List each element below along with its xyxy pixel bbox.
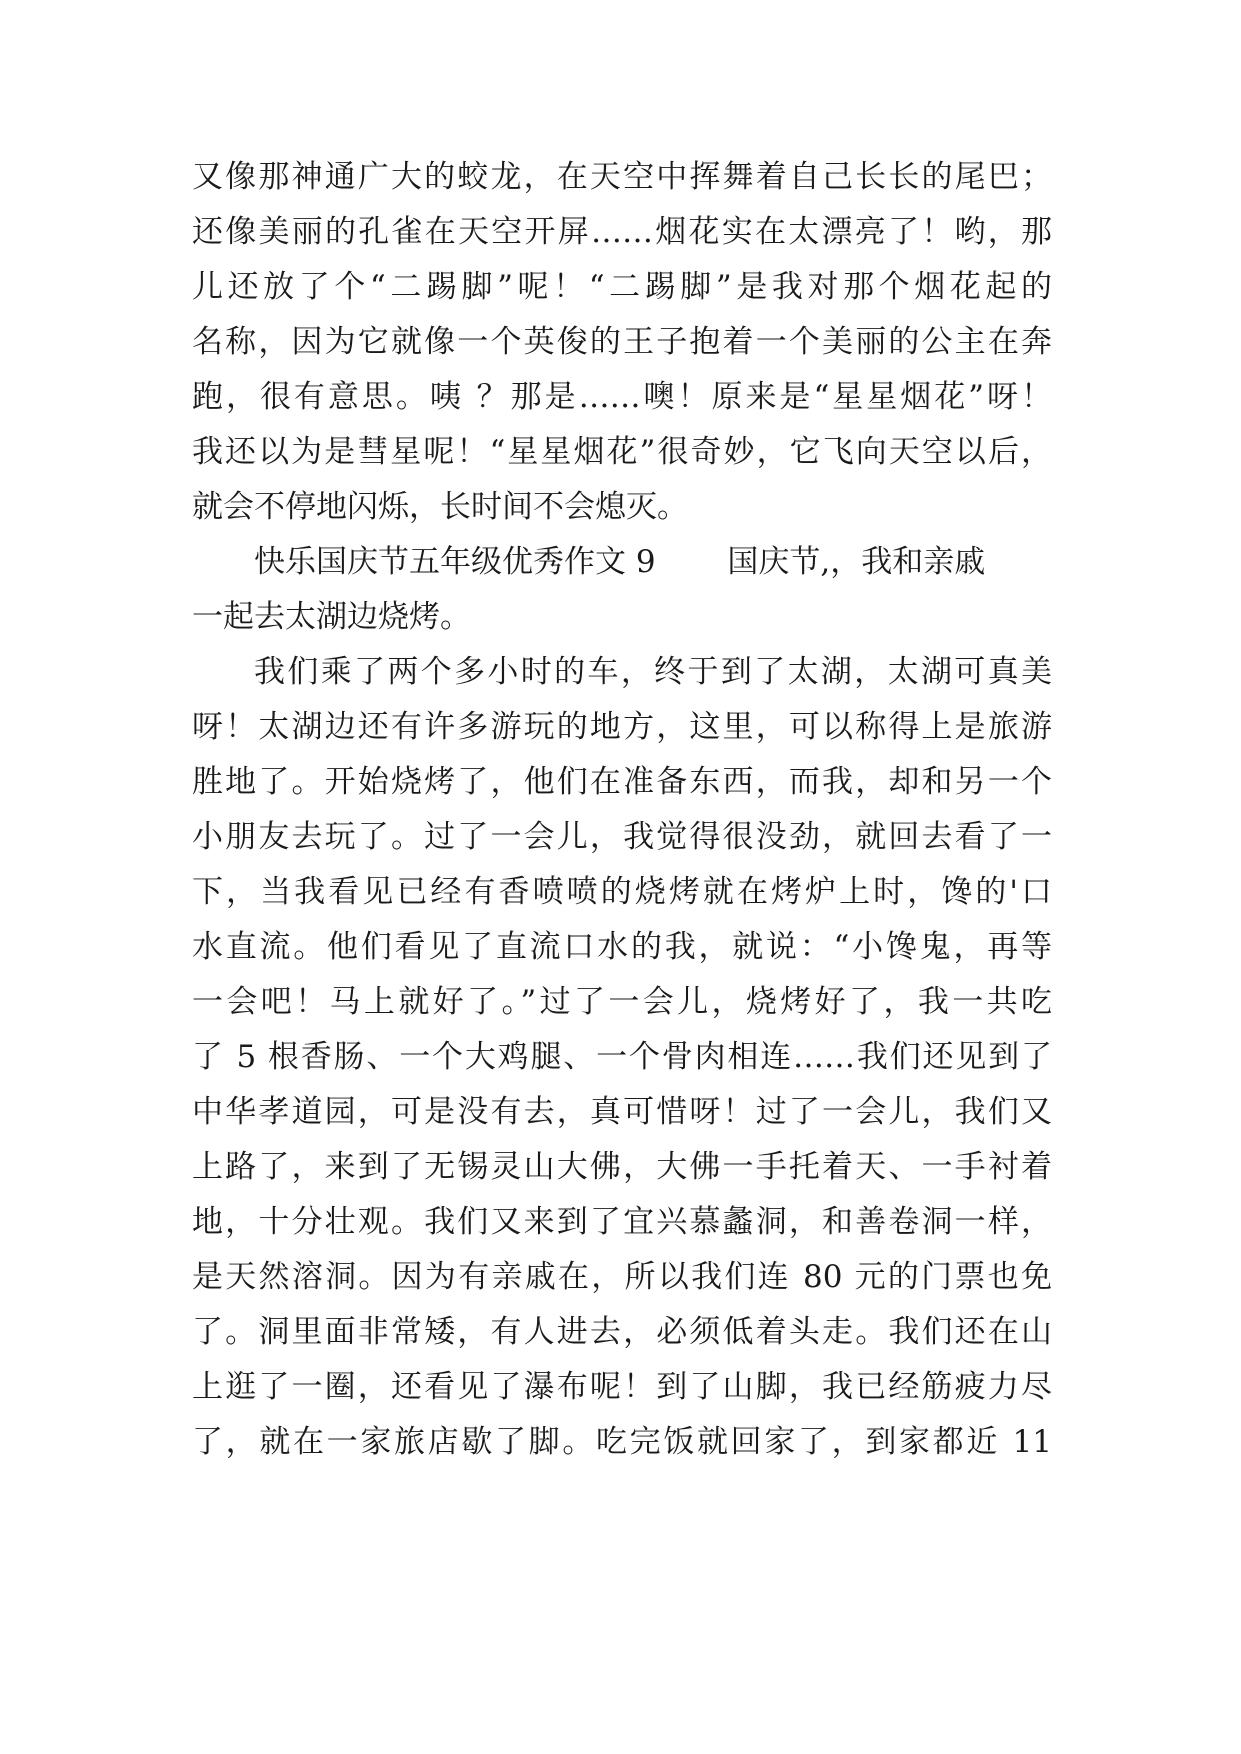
paragraph-fireworks <box>192 158 1052 543</box>
text-line: 胜地了。开始烧烤了，他们在准备东西，而我，却和另一个 <box>192 764 1052 800</box>
text-line: 是天然溶洞。因为有亲戚在，所以我们连 80 元的门票也免 <box>192 1259 1052 1295</box>
text-line: 小朋友去玩了。过了一会儿，我觉得很没劲，就回去看了一 <box>192 819 1052 855</box>
text-line: 呀！太湖边还有许多游玩的地方，这里，可以称得上是旅游 <box>192 709 1052 745</box>
paragraph-essay-heading <box>192 543 1052 653</box>
text-line: 上逛了一圈，还看见了瀑布呢！到了山脚，我已经筋疲力尽 <box>192 1369 1052 1405</box>
text-line: 中华孝道园，可是没有去，真可惜呀！过了一会儿，我们又 <box>192 1094 1052 1130</box>
text-line: 水直流。他们看见了直流口水的我，就说：“小馋鬼，再等 <box>192 929 1052 965</box>
text-line: 一会吧！马上就好了。”过了一会儿，烧烤好了，我一共吃 <box>192 984 1052 1020</box>
text-line: 名称，因为它就像一个英俊的王子抱着一个美丽的公主在奔 <box>192 324 1052 360</box>
text-line: 一起去太湖边烧烤。 <box>192 599 471 635</box>
text-line: 儿还放了个“二踢脚”呢！“二踢脚”是我对那个烟花起的 <box>192 269 1052 305</box>
text-line: 还像美丽的孔雀在天空开屏……烟花实在太漂亮了！哟，那 <box>192 214 1052 250</box>
text-line: 就会不停地闪烁，长时间不会熄灭。 <box>192 489 688 525</box>
text-line: 了。洞里面非常矮，有人进去，必须低着头走。我们还在山 <box>192 1314 1052 1350</box>
paragraph-taihu-trip <box>192 653 1052 1478</box>
text-line: 上路了，来到了无锡灵山大佛，大佛一手托着天、一手衬着 <box>192 1149 1052 1185</box>
essay-heading-line: 快乐国庆节五年级优秀作文 9 国庆节,，我和亲戚 <box>254 544 986 580</box>
text-line: 又像那神通广大的蛟龙，在天空中挥舞着自己长长的尾巴； <box>192 159 1052 195</box>
text-line: 下，当我看见已经有香喷喷的烧烤就在烤炉上时，馋的'口 <box>192 874 1052 910</box>
text-line: 了，就在一家旅店歇了脚。吃完饭就回家了，到家都近 11 <box>192 1424 1052 1460</box>
document-page <box>192 158 1052 1478</box>
text-line: 了 5 根香肠、一个大鸡腿、一个骨肉相连……我们还见到了 <box>192 1039 1052 1075</box>
text-line: 地，十分壮观。我们又来到了宜兴慕蠡洞，和善卷洞一样， <box>192 1204 1052 1240</box>
text-line: 跑，很有意思。咦 ？那是……噢！原来是“星星烟花”呀！ <box>192 379 1052 415</box>
text-line: 我还以为是彗星呢！“星星烟花”很奇妙，它飞向天空以后， <box>192 434 1052 470</box>
text-line: 我们乘了两个多小时的车，终于到了太湖，太湖可真美 <box>254 654 1052 690</box>
